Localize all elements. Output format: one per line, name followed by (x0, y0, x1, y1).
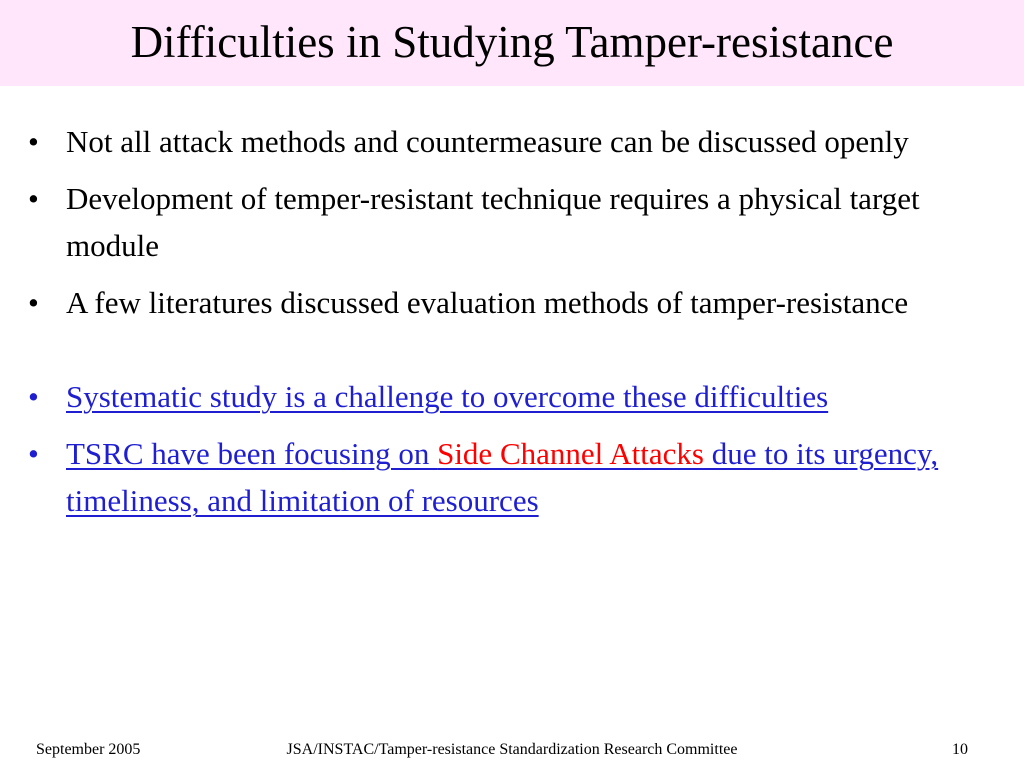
bullet-item-literatures (0, 279, 1024, 326)
bullet-link-text-start[interactable]: TSRC have been focusing on (66, 436, 438, 471)
footer-date: September 2005 (36, 741, 141, 758)
bullet-icon: • (28, 285, 39, 320)
bullet-icon: • (28, 181, 39, 216)
footer-page-number: 10 (952, 741, 968, 758)
side-channel-attacks-highlight[interactable]: Side Channel Attacks (437, 436, 704, 471)
slide-title: Difficulties in Studying Tamper-resistance (130, 17, 894, 67)
bullet-icon: • (28, 124, 39, 159)
bullet-item-tsrc-focus[interactable] (0, 430, 1024, 524)
bullet-icon: • (28, 379, 39, 414)
bullet-link-text[interactable]: Systematic study is a challenge to overcome these difficulties (66, 379, 829, 414)
bullet-list (0, 118, 1024, 534)
bullet-item-confidentiality (0, 118, 1024, 165)
bullet-item-systematic-study[interactable] (0, 373, 1024, 420)
bullet-text: Not all attack methods and countermeasure can be discussed openly (66, 124, 909, 159)
footer-organization: JSA/INSTAC/Tamper-resistance Standardization Research Committee (286, 741, 738, 758)
bullet-text: Development of temper-resistant technique requires a physical target module (66, 181, 920, 263)
bullet-item-target-module (0, 175, 1024, 269)
bullet-icon: • (28, 436, 39, 471)
bullet-text: A few literatures discussed evaluation methods of tamper-resistance (66, 285, 909, 320)
bullet-link-text-end[interactable]: due to its urgency, timeliness, and limitation of resources (66, 436, 939, 518)
